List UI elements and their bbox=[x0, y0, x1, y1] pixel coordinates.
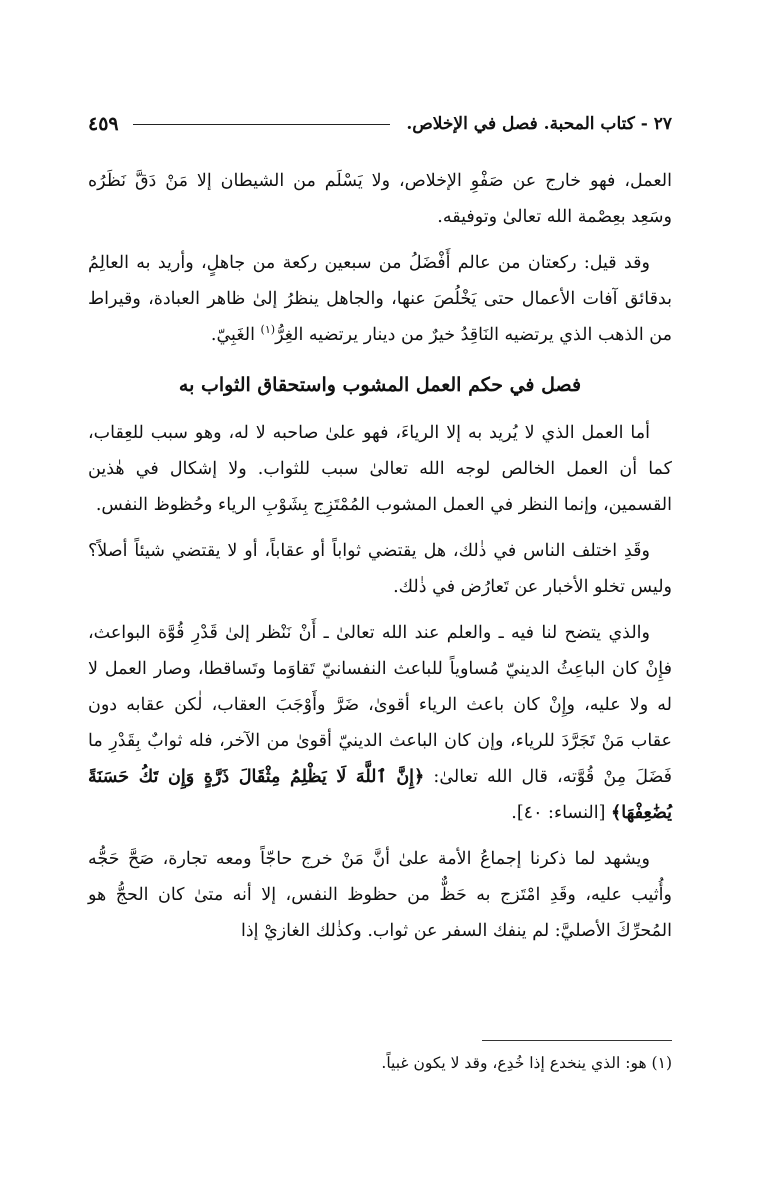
paragraph-4: وقَدِ اختلف الناس في ذٰلك، هل يقتضي ثواباً أو عقاباً، أو لا يقتضي شيئاً أصلاً؟ وليس تخلو الأخبار عن تَعارُض في ذٰلك. bbox=[88, 541, 672, 597]
paragraph-6: ويشهد لما ذكرنا إجماعُ الأمة علىٰ أنَّ مَنْ خرج حاجّاً ومعه تجارة، صَحَّ حَجُّه وأُثيب عليه، وقَدِ امْتَزج به حَظٌّ من حظوظ النفس، إلا أنه متىٰ كان الحجُّ هو المُحرِّكَ الأصليَّ: لم ينفك السفر عن ثواب. وكذٰلك الغازيْ إذا bbox=[88, 849, 673, 941]
page-header bbox=[88, 104, 672, 144]
footnote: (١) هو: الذي ينخدع إذا خُدِع، وقد لا يكون غبياً. bbox=[381, 1054, 672, 1072]
paragraph-3: أما العمل الذي لا يُريد به إلا الرياءَ، فهو علىٰ صاحبه لا له، وهو سبب للعِقاب، كما أن العمل الخالص لوجه الله تعالىٰ سبب للثواب. ولا إشكال في هٰذين القسمين، وإنما النظر في العمل المشوب المُمْتَزِج بِشَوْبِ الرياء وحُظوظ النفس. bbox=[88, 423, 672, 515]
paragraph-2-text: وقد قيل: ركعتان من عالم أَفْضَلُ من سبعين ركعة من جاهلٍ، وأريد به العالِمُ بدقائق آفات الأعمال حتى يَخْلُصَ عنها، والجاهل ينظرُ إلىٰ ظاهر العبادة، وقيراط من الذهب الذي يرتضيه النَاقِدُ خيرٌ من دينار يرتضيه الغِرُّ bbox=[88, 253, 672, 345]
page-number: ٤٥٩ bbox=[88, 113, 119, 135]
quran-verse: ﴿إِنَّ ٱللَّهَ لَا يَظْلِمُ مِثْقَالَ ذَرَّةٍ وَإِن تَكُ حَسَنَةً يُضَٰعِفْهَا﴾ bbox=[88, 767, 672, 823]
footnote-rule bbox=[482, 1040, 672, 1041]
paragraph-5-text: والذي يتضح لنا فيه ـ والعلم عند الله تعالىٰ ـ أَنْ نَنْظر إلىٰ قَدْرِ قُوَّة البواعث، فإِنْ كان الباعِثُ الدينيّ مُساوياً للباعث النفسانيّ تَقاوَما وتَساقطا، وصار العمل لا له ولا عليه، وإِنْ كان باعث الرياء أقوىٰ، ضَرَّ وأَوْجَبَ العقاب، لٰكن عقابه دون عقاب مَنْ تَجَرَّدَ للرياء، وإن كان الباعث الدينيّ أقوىٰ من الآخر، فله ثوابٌ بِقَدْرِ ما فَضَلَ مِنْ قُوَّته، قال الله تعالىٰ: bbox=[88, 623, 672, 787]
quran-citation: [النساء: ٤٠]. bbox=[511, 803, 606, 823]
paragraph-5 bbox=[88, 615, 672, 831]
running-title: ٢٧ - كتاب المحبة. فصل في الإخلاص. bbox=[406, 114, 672, 134]
footnote-reference[interactable]: (١) bbox=[260, 323, 276, 337]
page-body bbox=[88, 163, 672, 959]
section-heading: فصل في حكم العمل المشوب واستحقاق الثواب به bbox=[178, 374, 582, 396]
paragraph-2-tail: الغَبِيّ. bbox=[210, 325, 255, 345]
paragraph-2 bbox=[88, 245, 672, 353]
paragraph-1: العمل، فهو خارج عن صَفْوِ الإخلاص، ولا يَسْلَم من الشيطان إلا مَنْ دَقَّ نَظَرُه وسَعِد بعِصْمة الله تعالىٰ وتوفيقه. bbox=[88, 171, 672, 227]
header-rule bbox=[133, 124, 391, 125]
